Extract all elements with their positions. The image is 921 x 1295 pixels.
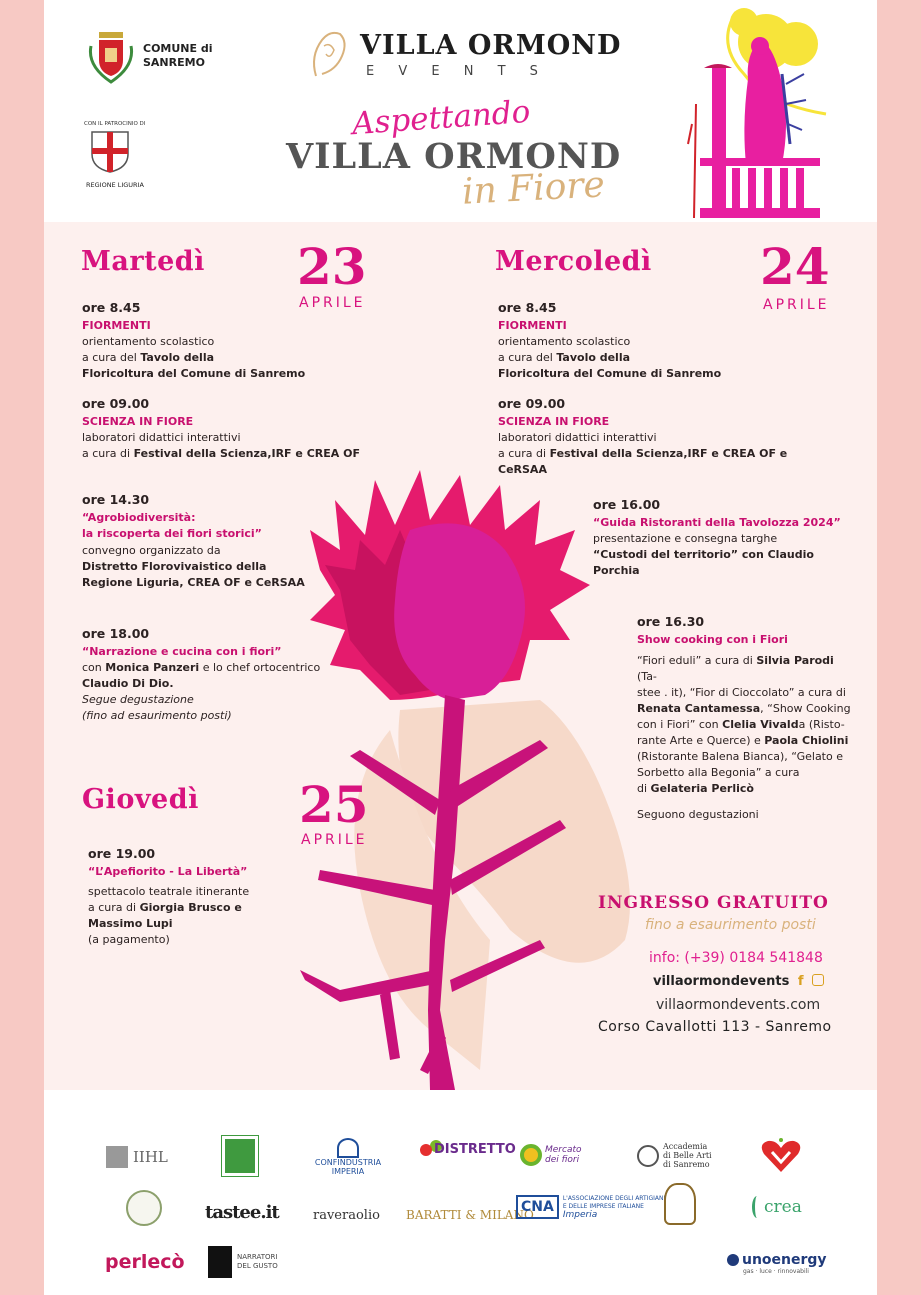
regione-label: REGIONE LIGURIA xyxy=(86,181,144,189)
main-title: VILLA ORMOND xyxy=(286,136,622,177)
event-title: “Guida Ristoranti della Tavolozza 2024” xyxy=(593,516,841,529)
event-tue-1800: ore 18.00 “Narrazione e cucina con i fiori” con Monica Panzeri e lo chef ortocentrico Claudio Di Dio. Segue degustazione (fino ad esaurimento posti) xyxy=(82,626,372,724)
day-number-25: 25 xyxy=(299,775,369,834)
event-time: ore 16.00 xyxy=(593,497,661,512)
unoenergy-icon xyxy=(727,1254,739,1266)
event-time: ore 09.00 xyxy=(498,396,566,411)
event-title: FIORMENTI xyxy=(82,319,151,332)
brand-title: VILLA ORMOND xyxy=(360,30,622,61)
event-title: Show cooking con i Fiori xyxy=(637,633,788,646)
event-time: ore 8.45 xyxy=(82,300,141,315)
distretto-dots-icon xyxy=(420,1144,432,1156)
villa-ormond-logo-icon xyxy=(308,26,350,80)
instagram-icon[interactable] xyxy=(812,974,824,986)
event-wed-1600: ore 16.00 “Guida Ristoranti della Tavolozza 2024” presentazione e consegna targhe “Custodi del territorio” con Claudio Porchia xyxy=(593,497,853,579)
event-title: “L’Apefiorito - La Libertà” xyxy=(88,865,248,878)
facebook-icon[interactable]: f xyxy=(797,974,804,989)
event-time: ore 09.00 xyxy=(82,396,150,411)
day-name-tuesday: Martedì xyxy=(81,246,205,277)
confindustria-icon xyxy=(337,1138,359,1158)
sponsor-green-badge-icon xyxy=(222,1136,258,1176)
sponsor-narratori: NARRATORI DEL GUSTO xyxy=(208,1246,278,1278)
sponsor-crea: crea xyxy=(752,1196,802,1218)
heart-logo-icon xyxy=(760,1138,802,1174)
fino-esaurimento: fino a esaurimento posti xyxy=(645,917,816,933)
info-phone: info: (+39) 0184 541848 xyxy=(649,950,823,966)
month-label-23: APRILE xyxy=(299,295,366,311)
day-name-wednesday: Mercoledì xyxy=(495,246,652,277)
website-link[interactable]: villaormondevents.com xyxy=(656,997,821,1013)
event-thu-1900: ore 19.00 “L’Apefiorito - La Libertà” spettacolo teatrale itinerante a cura di Giorgia Brusco e Massimo Lupi (a pagamento) xyxy=(88,846,318,948)
in-fiore-script: in Fiore xyxy=(461,164,606,213)
sponsor-unoenergy: unoenergy gas · luce · rinnovabili xyxy=(727,1252,827,1275)
event-time: ore 14.30 xyxy=(82,492,150,507)
narratori-icon xyxy=(208,1246,232,1278)
event-title: SCIENZA IN FIORE xyxy=(82,415,194,428)
patrocinio-label: CON IL PATROCINIO DI xyxy=(84,121,146,127)
day-number-23: 23 xyxy=(297,237,367,296)
event-title: SCIENZA IN FIORE xyxy=(498,415,610,428)
sanremo-crest-icon xyxy=(85,26,137,84)
event-title: FIORMENTI xyxy=(498,319,567,332)
sponsor-distretto: DISTRETTO xyxy=(420,1142,516,1157)
event-title: “Narrazione e cucina con i fiori” xyxy=(82,645,282,658)
sunflower-icon xyxy=(520,1144,542,1166)
sponsor-cna: CNA L'ASSOCIAZIONE DEGLI ARTIGIANI E DELLE IMPRESE ITALIANE Imperia xyxy=(516,1195,665,1219)
comune-label: COMUNE di SANREMO xyxy=(143,42,213,69)
crea-leaf-icon xyxy=(752,1196,762,1218)
regione-liguria-shield-icon xyxy=(88,128,132,174)
sponsor-iihl: IIHL xyxy=(106,1146,168,1168)
month-label-24: APRILE xyxy=(763,297,830,313)
sponsor-mercato-fiori: Mercato dei fiori xyxy=(520,1144,597,1166)
brand-subtitle: E V E N T S xyxy=(366,64,548,79)
event-tue-0900: ore 09.00 SCIENZA IN FIORE laboratori didattici interattivi a cura di Festival della Scienza,IRF e CREA OF xyxy=(82,396,382,462)
iihl-icon xyxy=(106,1146,128,1168)
month-label-25: APRILE xyxy=(301,832,368,848)
sponsor-round-seal-icon xyxy=(126,1190,162,1226)
event-title: “Agrobiodiversità: xyxy=(82,511,196,524)
sponsor-confindustria: CONFINDUSTRIA IMPERIA xyxy=(311,1138,385,1176)
day-name-thursday: Giovedì xyxy=(82,784,199,815)
day-number-24: 24 xyxy=(760,237,830,296)
social-handle: villaormondevents f xyxy=(653,974,824,989)
balcony-woman-illustration xyxy=(686,4,832,218)
address: Corso Cavallotti 113 - Sanremo xyxy=(598,1019,832,1035)
sponsor-raveraolio: raveraolio xyxy=(313,1208,380,1223)
event-time: ore 18.00 xyxy=(82,626,150,641)
event-wed-0900: ore 09.00 SCIENZA IN FIORE laboratori didattici interattivi a cura di Festival della Scienza,IRF e CREA OF e CeRSAA xyxy=(498,396,828,478)
sponsor-tasteeit: tastee.it xyxy=(205,1202,279,1223)
event-wed-0845: ore 8.45 FIORMENTI orientamento scolastico a cura del Tavolo della Floricoltura del Comune di Sanremo xyxy=(498,300,758,382)
event-tue-1430: ore 14.30 “Agrobiodiversità: la riscoperta dei fiori storici” convegno organizzato da Distretto Florovivaistico della Regione Liguria, CREA OF e CeRSAA xyxy=(82,492,342,591)
ingresso-gratuito: INGRESSO GRATUITO xyxy=(598,893,829,913)
event-tue-0845: ore 8.45 FIORMENTI orientamento scolastico a cura del Tavolo della Floricoltura del Comune di Sanremo xyxy=(82,300,342,382)
sponsor-gelateria-emblem-icon xyxy=(664,1183,696,1225)
aspettando-script: Aspettando xyxy=(350,93,532,143)
sponsor-baratti: BARATTI & MILANO xyxy=(406,1208,534,1222)
event-time: ore 19.00 xyxy=(88,846,156,861)
sponsor-accademia: Accademia di Belle Arti di Sanremo xyxy=(637,1142,712,1169)
event-time: ore 8.45 xyxy=(498,300,557,315)
event-wed-1630: ore 16.30 Show cooking con i Fiori “Fiori eduli” a cura di Silvia Parodi (Ta- stee . it), “Fior di Cioccolato” a cura di Renata Cantamessa, “Show Cooking con i Fiori” con Clelia Vivalda (Risto- rante Arte e Querce) e Paola Chiolini (Ristorante Balena Bianca), “Gelato e Sorbetto alla Begonia” a cura di Gelateria Perlicò Seguono degustazioni xyxy=(637,614,857,823)
accademia-seal-icon xyxy=(637,1145,659,1167)
sponsor-perleco: perlecò xyxy=(105,1251,185,1273)
event-time: ore 16.30 xyxy=(637,614,705,629)
